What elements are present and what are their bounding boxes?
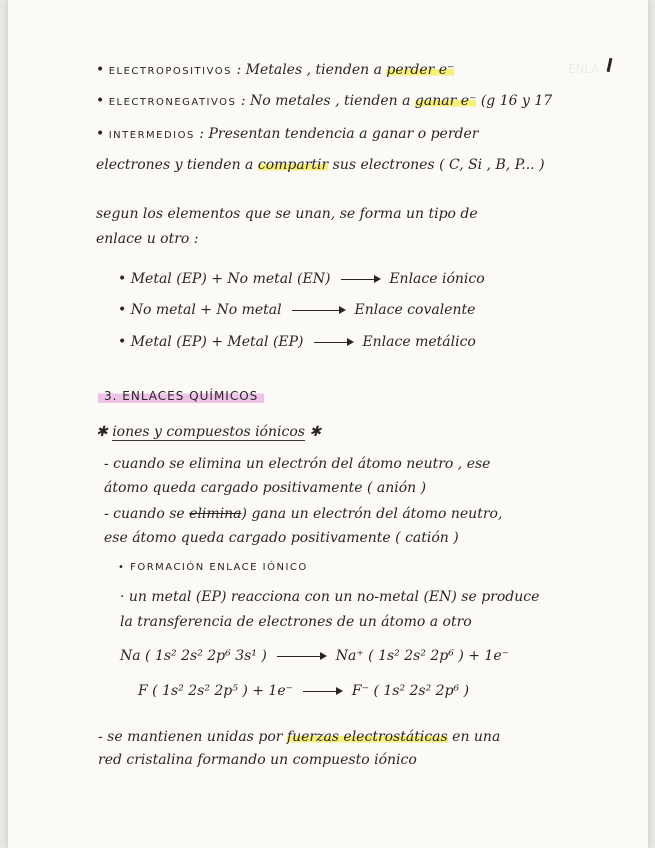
bond-metallic-text: Metal (EP) + Metal (EP) — [130, 334, 304, 350]
electronegativos-label: ELECTRONEGATIVOS — [108, 97, 237, 108]
ion-item-2a — [104, 506, 502, 522]
bond-metallic-line — [118, 334, 476, 350]
equation-fluorine — [138, 683, 469, 699]
star-icon: ✱ — [309, 424, 322, 440]
bleed-through-mark: ENLA — [568, 62, 600, 76]
electropositivos-label: ELECTROPOSITIVOS — [108, 66, 232, 77]
bullet: • — [96, 126, 105, 142]
compartir-line — [96, 157, 545, 173]
struck-word: elimina — [189, 506, 242, 522]
subsection-title: iones y compuestos iónicos — [112, 424, 305, 440]
enlace-u-otro-line: enlace u otro : — [96, 231, 199, 247]
ion-item-2a-start: - cuando se — [104, 506, 185, 522]
arrow-icon — [341, 279, 379, 280]
bullet: • — [96, 62, 105, 78]
ion-item-1a: - cuando se elimina un electrón del átomo neutro , ese — [104, 456, 491, 472]
segun-line: segun los elementos que se unan, se forma un tipo de — [96, 206, 478, 222]
intermedios-label: INTERMEDIOS — [108, 130, 195, 141]
bullet: • — [118, 334, 127, 350]
bullet: • — [118, 302, 127, 318]
arrow-icon — [314, 342, 352, 343]
bullet: • — [96, 93, 105, 109]
section-title: 3. ENLACES QUÍMICOS — [98, 387, 264, 405]
eq2-right: F⁻ ( 1s² 2s² 2p⁶ ) — [351, 683, 470, 699]
formation-line-2: la transferencia de electrones de un átomo a otro — [120, 614, 472, 630]
closing-text-a: - se mantienen unidas por — [98, 729, 283, 745]
intermedios-text: : Presentan tendencia a ganar o perder — [199, 126, 479, 142]
bond-covalent-line — [118, 302, 475, 318]
compartir-text-a: electrones y tienden a — [96, 157, 254, 173]
bond-ionic-text: Metal (EP) + No metal (EN) — [130, 271, 331, 287]
bond-ionic-result: Enlace iónico — [389, 271, 485, 287]
bullet: • — [118, 271, 127, 287]
compartir-highlight: compartir — [257, 157, 329, 173]
notebook-page — [8, 0, 648, 848]
group-note: (g 16 y 17 — [480, 93, 553, 109]
eq1-right: Na⁺ ( 1s² 2s² 2p⁶ ) + 1e⁻ — [335, 648, 509, 664]
ion-item-2c: ese átomo queda cargado positivamente ( catión ) — [104, 530, 459, 546]
closing-line-1 — [98, 729, 500, 745]
ion-item-1b: átomo queda cargado positivamente ( anión ) — [104, 480, 427, 496]
closing-line-2: red cristalina formando un compuesto iónico — [98, 752, 417, 768]
eq2-left: F ( 1s² 2s² 2p⁵ ) + 1e⁻ — [138, 683, 293, 699]
ganar-highlight: ganar e⁻ — [414, 93, 477, 109]
closing-text-b: en una — [452, 729, 501, 745]
electronegativos-text: : No metales , tienden a — [240, 93, 411, 109]
formation-title — [118, 558, 308, 574]
section-heading — [98, 388, 264, 404]
subsection-heading — [96, 424, 321, 440]
star-icon: ✱ — [96, 424, 108, 440]
formation-title-text: • FORMACIÓN ENLACE IÓNICO — [118, 562, 308, 573]
formation-line-1: · un metal (EP) reacciona con un no-metal (EN) se produce — [120, 589, 540, 605]
arrow-icon — [303, 691, 341, 692]
intermedios-line — [96, 126, 478, 142]
equation-sodium — [120, 648, 509, 664]
compartir-text-b: sus electrones ( C, Si , B, P... ) — [332, 157, 545, 173]
bond-covalent-text: No metal + No metal — [130, 302, 282, 318]
electropositivos-text: : Metales , tienden a — [236, 62, 382, 78]
arrow-icon — [277, 656, 325, 657]
perder-highlight: perder e⁻ — [386, 62, 455, 78]
eq1-left: Na ( 1s² 2s² 2p⁶ 3s¹ ) — [120, 648, 267, 664]
electronegative-line — [96, 93, 552, 109]
electropositive-line — [96, 62, 454, 78]
ion-item-2a-end: ) gana un electrón del átomo neutro, — [241, 506, 503, 522]
ink-mark — [607, 58, 613, 72]
bond-covalent-result: Enlace covalente — [354, 302, 476, 318]
electrostatic-highlight: fuerzas electrostáticas — [286, 729, 448, 745]
bond-metallic-result: Enlace metálico — [362, 334, 476, 350]
bond-ionic-line — [118, 271, 485, 287]
arrow-icon — [292, 310, 344, 311]
